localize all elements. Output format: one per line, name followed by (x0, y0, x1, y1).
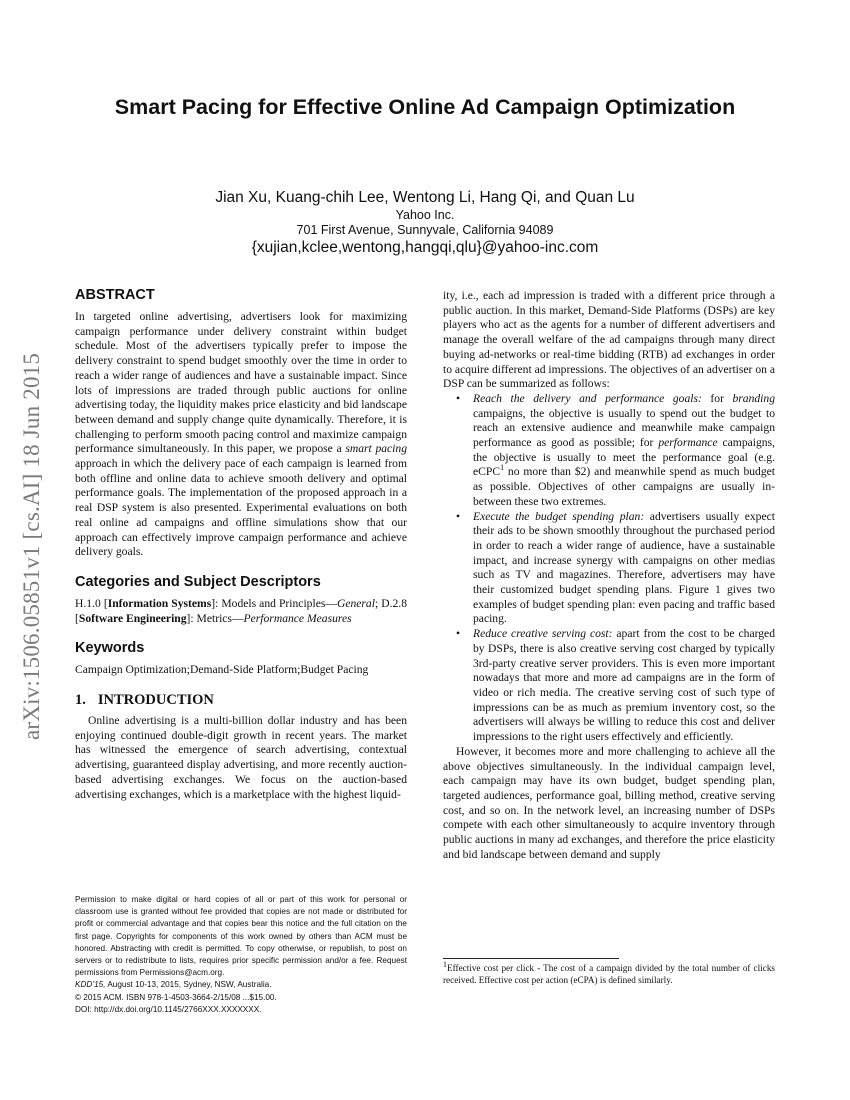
objective-text: advertisers usually expect their ads to be shown smoothly throughout the purchased period in order to reach a wider range of audience, have a sustainable impact, and increase synergy with campaigns on other medias such as TV and magazines. Therefore, advertisers may have their customized budget spending plans. Figure 1 gives two examples of budget spending plan: even pacing and traffic based pacing. (473, 509, 775, 626)
category-code: H.1.0 [ (75, 596, 108, 610)
paper-title: Smart Pacing for Effective Online Ad Campaign Optimization (114, 95, 736, 119)
objective-text: campaigns, the objective is usually to meet the performance goal (e.g. eCPC (473, 436, 775, 479)
section-number: 1. (75, 692, 86, 709)
list-item (443, 510, 775, 628)
categories-heading: Categories and Subject Descriptors (75, 573, 321, 590)
intro-paragraph-2: However, it becomes more and more challenging to achieve all the above objectives simultaneously. In the individual campaign level, each campaign may have its own budget, budget spending plan, targeted audiences, performance goal, billing method, creative serving cost, and so on. In the network level, an increasing number of DSPs compete with each other simultaneously to acquire inventory through public auctions in many ad exchanges, and therefore the price elasticity and bid landscape between demand and supply (443, 744, 775, 861)
conference-details: August 10-13, 2015, Sydney, NSW, Australia. (105, 980, 272, 990)
permission-text: Permission to make digital or hard copies of all or part of this work for personal or classroom use is granted without fee provided that copies are not made or distributed for profit or commercial advantage and that copies bear this notice and the full citation on the first page. Copyrights for components of this work owned by others than ACM must be honored. Abstracting with credit is permitted. To copy otherwise, or republish, to post on servers or to redistribute to lists, requires prior specific permission and/or a fee. Request permissions from Permissions@acm.org. (75, 895, 407, 978)
category-code: ; D.2.8 [ (75, 596, 407, 625)
abstract-text (75, 310, 407, 560)
right-column (443, 289, 775, 862)
abstract-heading: ABSTRACT (75, 287, 155, 303)
author-names: Jian Xu, Kuang-chih Lee, Wentong Li, Hang Qi, and Quan Lu (215, 189, 635, 206)
intro-paragraph-1-cont: ity, i.e., each ad impression is traded with a different price through a public auction. In this market, Demand-Side Platforms (DSPs) are key players who act as the agents for a number of different advertisers and manage the overall welfare of the ad campaigns through many direct buying ad-networks or real-time bidding (RTB) ad exchanges in order to acquire different ad impressions. The objectives of an advertiser on a DSP can be summarized as follows: (443, 289, 775, 391)
objective-text: apart from the cost to be charged by DSPs, there is also creative serving cost charged by typically 3rd-party creative server providers. This is even more important nowadays that more and more ad campaigns are in the form of video or rich media. The creative serving cost of such type of impressions can be as much as premium inventory cost, so the advertisers will always be willing to reduce this cost and deliver impressions to the right users effectively and efficiently. (473, 627, 775, 744)
author-emails: {xujian,kclee,wentong,hangqi,qlu}@yahoo-inc.com (251, 239, 599, 256)
bullet-icon: • (456, 509, 461, 523)
category-topic: ]: Metrics— (186, 611, 244, 625)
objective-text: no more than $2) and meanwhile spend as much budget as possible. Objectives of other campaigns are usually in-between these two extremes. (473, 465, 775, 508)
affiliation: Yahoo Inc. (395, 208, 455, 222)
abstract-text-part: In targeted online advertising, advertisers look for maximizing campaign performance under delivery constraint within budget schedule. Most of the advertisers typically prefer to impose the delivery constraint to spend budget smoothly over the time in order to reach a wider range of audiences and have a sustainable impact. Since lots of impressions are traded through public auctions for online advertising today, the liquidity makes price elasticity and bid landscape between demand and supply change quite dynamically. Therefore, it is challenging to perform smooth pacing control and maximize campaign performance simultaneously. In this paper, we propose a (75, 310, 407, 456)
permission-notice (75, 894, 407, 1016)
list-item (443, 392, 775, 510)
author-block (100, 188, 750, 257)
category-name: Software Engineering (78, 611, 187, 625)
objective-emphasis: branding (732, 391, 775, 405)
section-title: INTRODUCTION (97, 692, 214, 709)
categories-text (75, 597, 407, 626)
footnote-marker: 1 (500, 463, 505, 473)
objectives-list (443, 392, 775, 745)
left-column (75, 287, 407, 802)
category-topic: ]: Models and Principles— (211, 596, 337, 610)
category-name: Information Systems (107, 596, 212, 610)
keywords-text: Campaign Optimization;Demand-Side Platform;Budget Pacing (75, 663, 369, 677)
footnote (443, 959, 775, 986)
objective-lead: Reduce creative serving cost: (473, 627, 613, 641)
copyright-line: © 2015 ACM. ISBN 978-1-4503-3664-2/15/08 ...$15.00. (75, 992, 277, 1002)
keywords-heading: Keywords (75, 640, 145, 657)
doi-line: DOI: http://dx.doi.org/10.1145/2766XXX.XXXXXXX. (75, 1004, 262, 1014)
intro-paragraph-1-start: Online advertising is a multi-billion dollar industry and has been enjoying continued double-digit growth in recent years. The market has witnessed the emergence of search advertising, contextual advertising, guaranteed display advertising, and more recently auction-based advertising exchanges. We focus on the auction-based advertising exchanges, which is a marketplace with the highest liquid- (75, 714, 407, 801)
abstract-emphasis: smart pacing (345, 442, 407, 456)
address: 701 First Avenue, Sunnyvale, California 94089 (296, 223, 554, 237)
bullet-icon: • (456, 627, 461, 641)
conference-line (75, 979, 407, 991)
bullet-icon: • (456, 391, 461, 405)
footnote-divider (443, 958, 619, 959)
arxiv-side-stamp: arXiv:1506.05851v1 [cs.AI] 18 Jun 2015 (19, 352, 44, 740)
conference-name: KDD’15, (75, 980, 106, 990)
category-sub: General (336, 596, 375, 610)
objective-lead: Execute the budget spending plan: (473, 509, 645, 523)
category-sub: Performance Measures (243, 611, 352, 625)
objective-emphasis: performance (658, 436, 718, 450)
objective-text: for (701, 391, 733, 405)
footnote-marker: 1 (443, 959, 447, 969)
objective-text: campaigns, the objective is usually to spend out the budget to reach an extensive audience and meanwhile make campaign performance as good as possible; for (473, 406, 775, 450)
objective-lead: Reach the delivery and performance goals: (473, 391, 702, 405)
abstract-text-part: approach in which the delivery pace of each campaign is learned from both offline and online data to achieve smooth delivery and optimal performance goals. The implementation of the proposed approach in a real DSP system is also presented. Experimental evaluations on both real online ad campaigns and offline simulations show that our approach can effectively improve campaign performance and achieve delivery goals. (75, 457, 407, 559)
footnote-text: Effective cost per click - The cost of a campaign divided by the total number of clicks received. Effective cost per action (eCPA) is defined similarly. (443, 963, 775, 985)
list-item (443, 627, 775, 745)
introduction-heading (75, 692, 407, 709)
